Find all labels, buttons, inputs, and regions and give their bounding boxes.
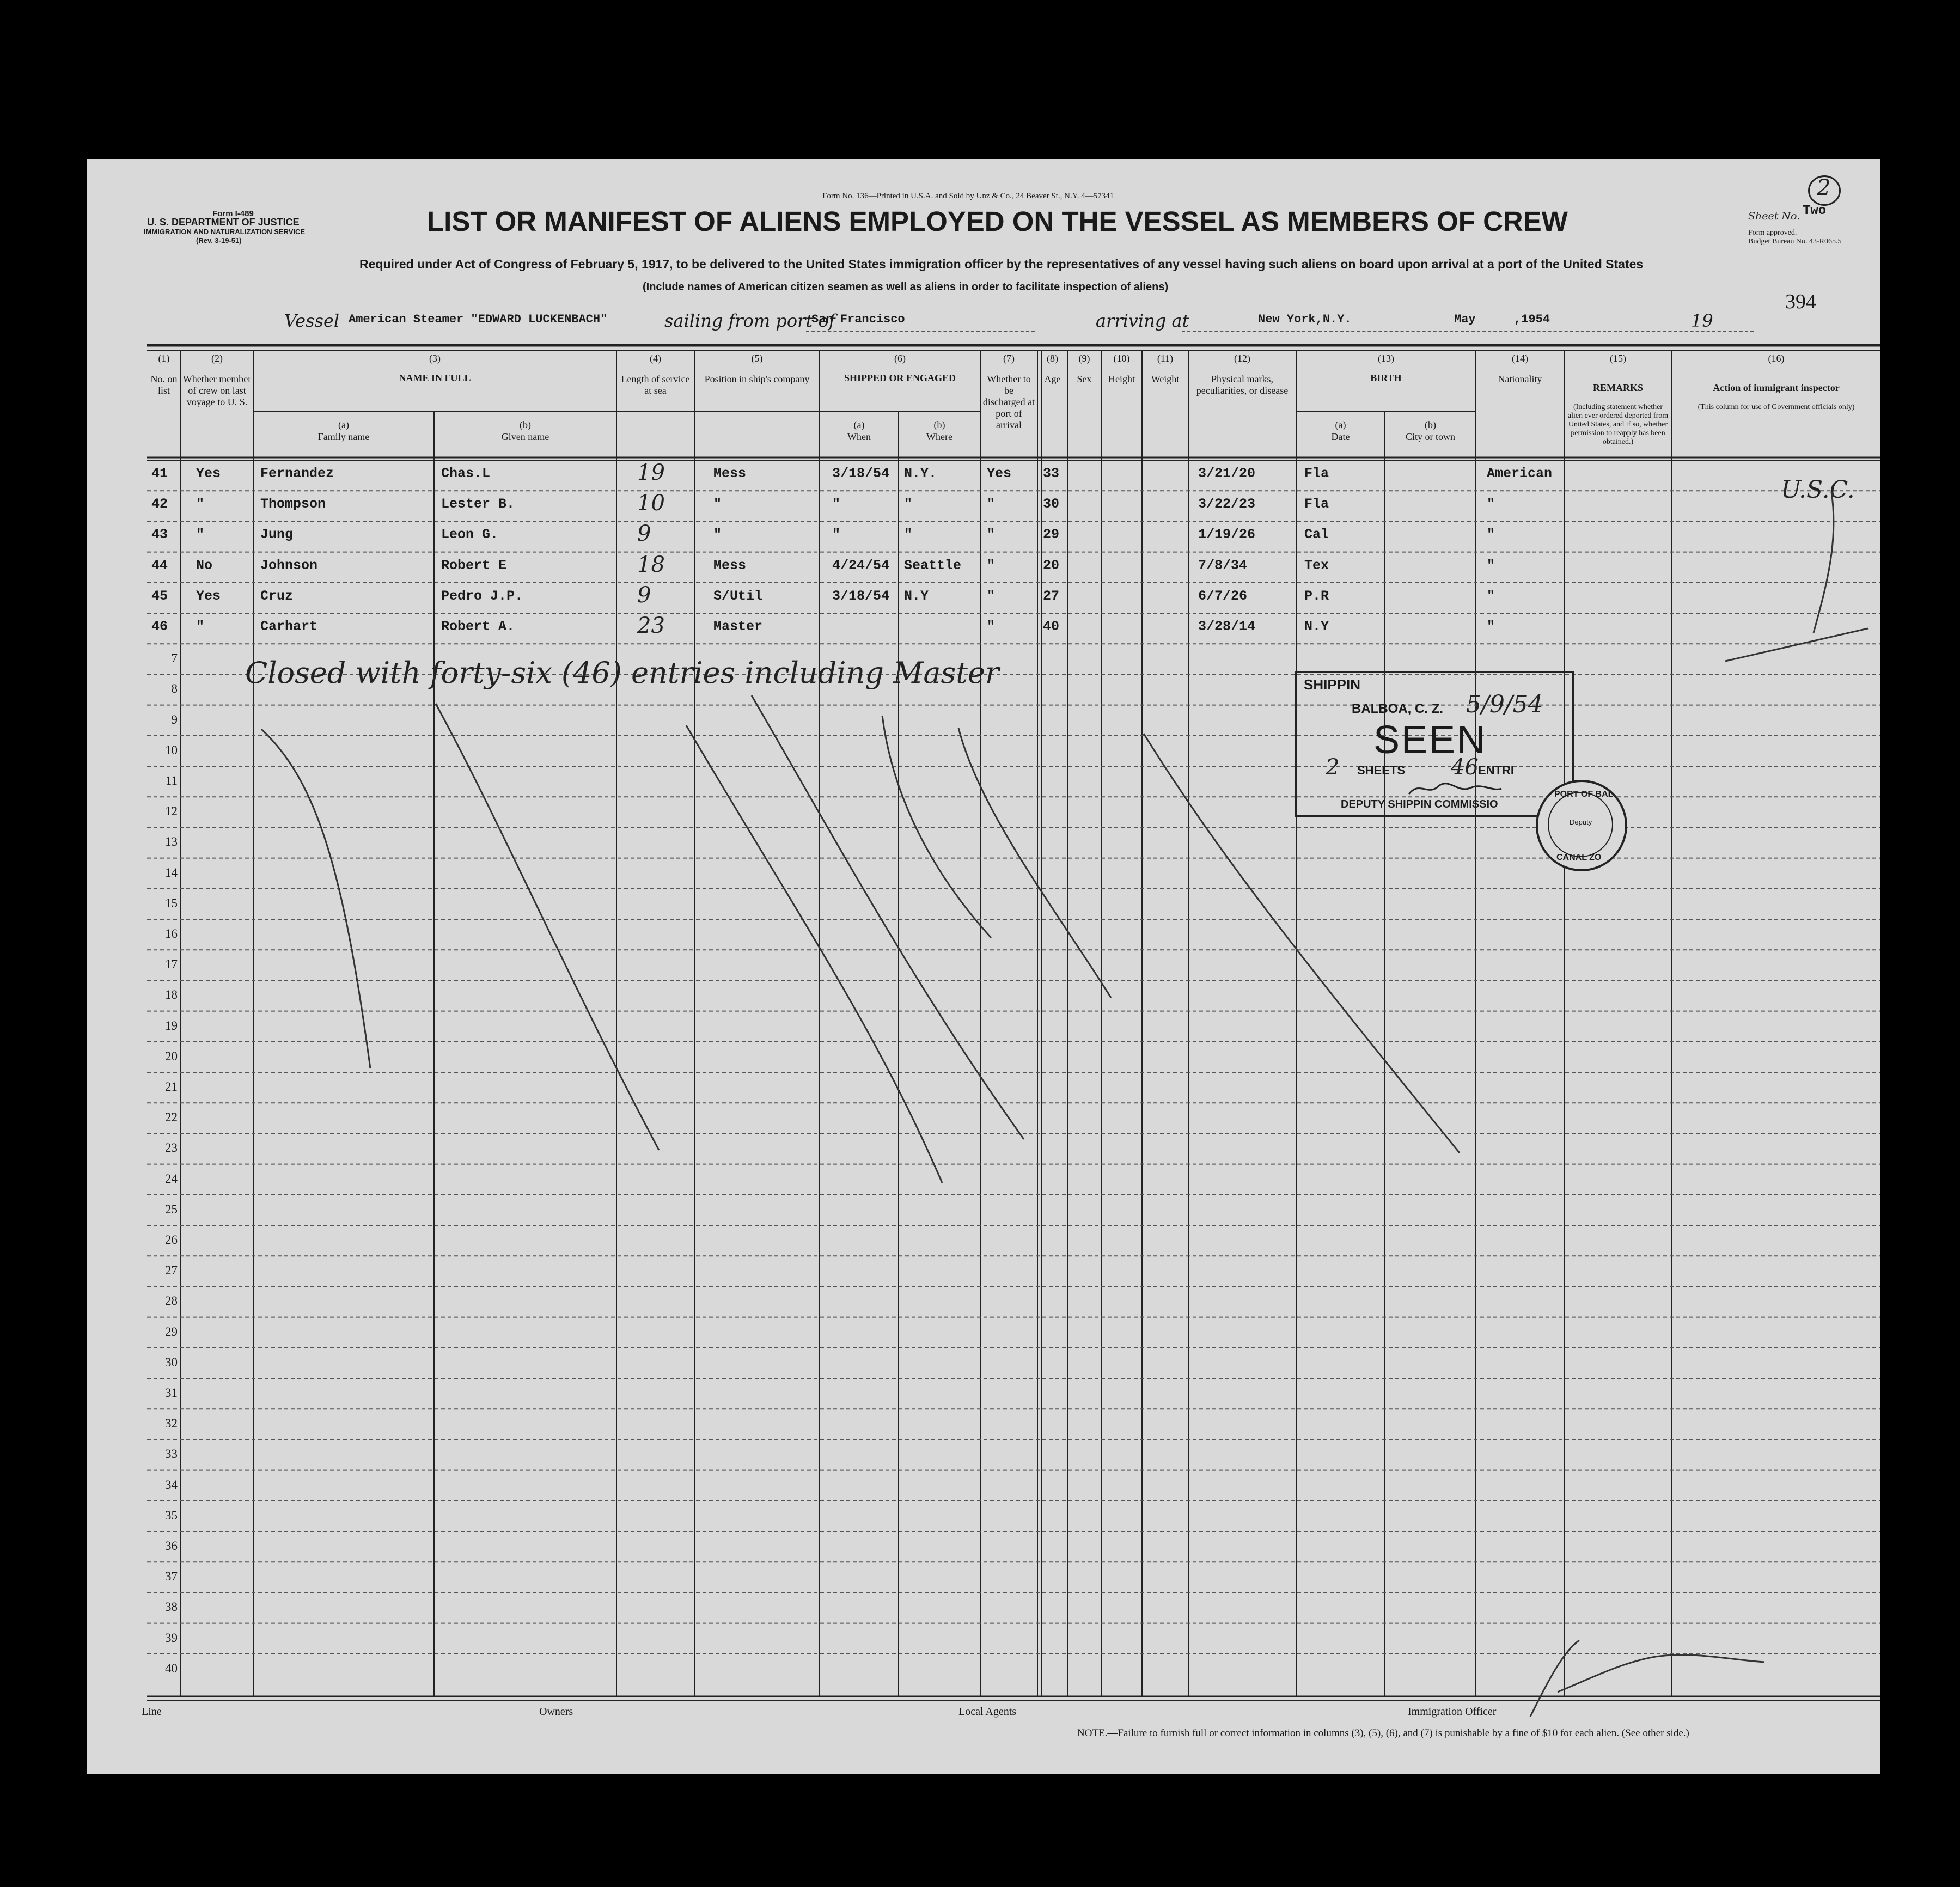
stamp-entries-value: 46 <box>1451 755 1479 780</box>
birth-city: P.R <box>1304 588 1329 604</box>
row-number: 40 <box>165 1661 178 1675</box>
column-number: (11) <box>1157 353 1174 364</box>
row-number: 39 <box>165 1630 178 1645</box>
column-number: (3) <box>429 353 441 364</box>
subcolumn-letter: (b) <box>933 419 945 430</box>
row-number: 34 <box>165 1477 178 1492</box>
position: " <box>713 527 722 543</box>
list-number: 46 <box>151 619 168 634</box>
list-number: 43 <box>151 527 168 543</box>
discharged-flag: " <box>987 496 996 512</box>
cancel-strokes <box>87 159 1880 1774</box>
subcolumn-letter: (a) <box>338 419 349 430</box>
family-name: Thompson <box>260 496 326 512</box>
shipped-where: " <box>904 496 913 512</box>
subcolumn-header: Date <box>1331 431 1350 442</box>
day-value: ,1954 <box>1514 313 1550 326</box>
discharged-flag: " <box>987 619 996 634</box>
stamp-sheets-label: SHEETS <box>1357 764 1406 777</box>
age: 33 <box>1043 466 1060 481</box>
position: S/Util <box>713 588 763 604</box>
service-length: 19 <box>637 460 665 485</box>
age: 20 <box>1043 557 1060 573</box>
department: U. S. DEPARTMENT OF JUSTICE <box>147 217 300 228</box>
column-number: (4) <box>650 353 661 364</box>
discharged-flag: " <box>987 588 996 604</box>
service-length: 9 <box>637 582 651 608</box>
row-number: 18 <box>165 988 178 1002</box>
column-number: (12) <box>1234 353 1250 364</box>
footer-officer: Immigration Officer <box>1408 1706 1497 1718</box>
birth-date: 1/19/26 <box>1198 527 1256 543</box>
row-number: 32 <box>165 1416 178 1431</box>
row-number: 12 <box>165 804 178 819</box>
column-header: Physical marks, peculiarities, or disease <box>1196 374 1289 396</box>
list-number: 44 <box>151 557 168 573</box>
sailing-label: sailing from port of <box>664 310 835 331</box>
footer-line: Line <box>142 1706 162 1718</box>
given-name: Robert E <box>441 557 507 573</box>
row-number: 21 <box>165 1080 178 1094</box>
crew-flag: " <box>196 619 205 634</box>
printer-line: Form No. 136—Printed in U.S.A. and Sold by Unz & Co., 24 Beaver St., N.Y. 4—57341 <box>822 192 1114 200</box>
discharged-flag: Yes <box>987 466 1012 481</box>
column-header: Height <box>1108 374 1135 384</box>
form-approved: Form approved. <box>1748 229 1797 237</box>
row-number: 29 <box>165 1324 178 1339</box>
row-number: 31 <box>165 1386 178 1400</box>
column-number: (5) <box>751 353 763 364</box>
subcolumn-letter: (b) <box>1425 419 1436 430</box>
column-number: (15) <box>1610 353 1626 364</box>
closing-note: Closed with forty-six (46) entries including Master <box>245 656 999 690</box>
age: 29 <box>1043 527 1060 543</box>
budget-number: Budget Bureau No. 43-R065.5 <box>1748 237 1842 246</box>
column-header: Whether member of crew on last voyage to U. S. <box>182 374 252 407</box>
row-number: 14 <box>165 865 178 880</box>
sheet-label: Sheet No. <box>1748 210 1800 222</box>
shipped-when: " <box>832 527 841 543</box>
column-number: (1) <box>158 353 170 364</box>
subcolumn-header: City or town <box>1405 431 1455 442</box>
row-number: 33 <box>165 1447 178 1461</box>
page-title: LIST OR MANIFEST OF ALIENS EMPLOYED ON THE VESSEL AS MEMBERS OF CREW <box>427 206 1568 237</box>
family-name: Johnson <box>260 557 318 573</box>
row-number: 15 <box>165 896 178 910</box>
age: 30 <box>1043 496 1060 512</box>
stamp-signature <box>1406 778 1504 799</box>
birth-date: 6/7/26 <box>1198 588 1248 604</box>
shipped-when: " <box>832 496 841 512</box>
shipped-where: N.Y <box>904 588 929 604</box>
page-number: 394 <box>1785 290 1816 313</box>
birth-city: Tex <box>1304 557 1329 573</box>
crew-flag: Yes <box>196 466 221 481</box>
shipped-where: N.Y. <box>904 466 937 481</box>
shipped-where: Seattle <box>904 557 962 573</box>
column-number: (7) <box>1003 353 1015 364</box>
given-name: Pedro J.P. <box>441 588 523 604</box>
seal-mid: Deputy <box>1570 818 1592 826</box>
service-length: 18 <box>637 552 665 577</box>
column-header: Age <box>1044 374 1061 384</box>
column-header: NAME IN FULL <box>399 372 471 383</box>
subcolumn-header: Given name <box>501 431 549 442</box>
discharged-flag: " <box>987 557 996 573</box>
birth-city: Fla <box>1304 496 1329 512</box>
service-length: 9 <box>637 521 651 547</box>
column-header: Nationality <box>1498 374 1542 384</box>
row-number: 16 <box>165 927 178 941</box>
revision: (Rev. 3-19-51) <box>196 236 242 245</box>
row-number: 20 <box>165 1049 178 1063</box>
arriving-label: arriving at <box>1096 310 1189 331</box>
service-length: 10 <box>637 491 665 516</box>
footer-agents: Local Agents <box>958 1706 1017 1718</box>
vessel-label: Vessel <box>284 310 340 331</box>
column-header: Length of service at sea <box>621 374 690 396</box>
subcolumn-header: Where <box>926 431 952 442</box>
position: " <box>713 496 722 512</box>
birth-city: Cal <box>1304 527 1329 543</box>
inspector-mark: U.S.C. <box>1781 476 1855 504</box>
row-number: 23 <box>165 1141 178 1155</box>
column-note: (This column for use of Government officials only) <box>1698 403 1855 411</box>
subcolumn-letter: (b) <box>520 419 531 430</box>
shipped-when: 4/24/54 <box>832 557 890 573</box>
subcolumn-header: When <box>847 431 871 442</box>
row-number: 27 <box>165 1263 178 1278</box>
column-number: (14) <box>1512 353 1528 364</box>
column-number: (8) <box>1047 353 1058 364</box>
shipped-when: 3/18/54 <box>832 588 890 604</box>
row-number: 36 <box>165 1539 178 1553</box>
list-number: 41 <box>151 466 168 481</box>
position: Mess <box>713 557 747 573</box>
service: IMMIGRATION AND NATURALIZATION SERVICE <box>144 228 306 236</box>
row-number: 8 <box>171 682 178 696</box>
footer-owners: Owners <box>539 1706 573 1718</box>
nationality: " <box>1487 557 1495 573</box>
subcolumn-header: Family name <box>317 431 370 442</box>
manifest-sheet <box>87 159 1880 1774</box>
column-note: (Including statement whether alien ever ordered deported from United States, and if so, whether permission to reapply has been obtained.) <box>1567 403 1669 446</box>
birth-date: 3/21/20 <box>1198 466 1256 481</box>
row-number: 9 <box>171 712 178 726</box>
given-name: Leon G. <box>441 527 499 543</box>
subtitle-2: (Include names of American citizen seamen as well as aliens in order to facilitate inspection of aliens) <box>643 281 1169 293</box>
row-number: 22 <box>165 1110 178 1125</box>
discharged-flag: " <box>987 527 996 543</box>
stamp-place: BALBOA, C. Z. <box>1352 701 1443 716</box>
row-number: 11 <box>165 774 178 787</box>
seen-stamp <box>1295 671 1574 817</box>
age: 27 <box>1043 588 1060 604</box>
nationality: " <box>1487 527 1495 543</box>
family-name: Cruz <box>260 588 294 604</box>
row-number: 37 <box>165 1570 178 1584</box>
crew-flag: No <box>196 557 213 573</box>
column-number: (2) <box>211 353 223 364</box>
subtitle: Required under Act of Congress of February 5, 1917, to be delivered to the United States immigration officer by the representatives of any vessel having such aliens on board upon arrival at a port of the United States <box>359 257 1644 271</box>
birth-date: 7/8/34 <box>1198 557 1248 573</box>
year-label: 19 <box>1691 310 1713 331</box>
family-name: Carhart <box>260 619 318 634</box>
age: 40 <box>1043 619 1060 634</box>
family-name: Fernandez <box>260 466 334 481</box>
sheet-value: Two <box>1803 204 1827 218</box>
nationality: " <box>1487 588 1495 604</box>
row-number: 24 <box>165 1171 178 1186</box>
nationality: " <box>1487 496 1495 512</box>
column-header: Weight <box>1151 374 1180 384</box>
nationality: " <box>1487 619 1495 634</box>
given-name: Lester B. <box>441 496 515 512</box>
vessel-value: American Steamer "EDWARD LUCKENBACH" <box>349 313 608 326</box>
service-length: 23 <box>637 613 665 638</box>
birth-date: 3/28/14 <box>1198 619 1256 634</box>
family-name: Jung <box>260 527 294 543</box>
column-number: (9) <box>1078 353 1090 364</box>
stamp-entries-label: ENTRI <box>1478 764 1514 777</box>
row-number: 17 <box>165 957 178 972</box>
footer-note: NOTE.—Failure to furnish full or correct information in columns (3), (5), (6), and (7) is punishable by a fine of $10 for each alien. (See other side.) <box>1077 1727 1689 1739</box>
column-header: REMARKS <box>1592 382 1643 393</box>
arriving-value: New York,N.Y. <box>1258 313 1352 326</box>
column-number: (10) <box>1113 353 1130 364</box>
list-number: 42 <box>151 496 168 512</box>
subcolumn-letter: (a) <box>1335 419 1346 430</box>
row-number: 26 <box>165 1233 178 1247</box>
stamp-seen: SEEN <box>1373 718 1487 762</box>
column-header: Whether to be discharged at port of arrival <box>982 374 1035 430</box>
row-number: 10 <box>165 743 178 757</box>
row-number: 19 <box>165 1018 178 1033</box>
row-number: 35 <box>165 1508 178 1522</box>
row-number: 30 <box>165 1355 178 1369</box>
row-number: 7 <box>171 651 178 665</box>
column-number: (13) <box>1378 353 1394 364</box>
given-name: Chas.L <box>441 466 491 481</box>
column-header: Position in ship's company <box>704 374 810 384</box>
row-number: 13 <box>165 835 178 849</box>
stamp-header: SHIPPIN <box>1304 676 1361 693</box>
position: Mess <box>713 466 747 481</box>
column-header: BIRTH <box>1370 372 1402 383</box>
position: Master <box>713 619 763 634</box>
stamp-sheets-value: 2 <box>1326 755 1340 780</box>
crew-flag: " <box>196 496 205 512</box>
nationality: American <box>1487 466 1553 481</box>
list-number: 45 <box>151 588 168 604</box>
row-number: 25 <box>165 1202 178 1216</box>
form-id: Form I-489 <box>212 209 254 218</box>
month-value: May <box>1454 313 1476 326</box>
subcolumn-letter: (a) <box>853 419 865 430</box>
column-number: (16) <box>1768 353 1785 364</box>
crew-flag: " <box>196 527 205 543</box>
shipped-where: " <box>904 527 913 543</box>
column-number: (6) <box>894 353 906 364</box>
column-header: No. on list <box>150 374 178 396</box>
column-header: Sex <box>1077 374 1092 384</box>
port-seal <box>1536 780 1627 871</box>
column-header: SHIPPED OR ENGAGED <box>844 372 956 383</box>
crew-flag: Yes <box>196 588 221 604</box>
stamp-date: 5/9/54 <box>1466 691 1543 718</box>
birth-city: Fla <box>1304 466 1329 481</box>
row-number: 38 <box>165 1600 178 1614</box>
birth-city: N.Y <box>1304 619 1329 634</box>
shipped-when: 3/18/54 <box>832 466 890 481</box>
stamp-footer: DEPUTY SHIPPIN COMMISSIO <box>1341 798 1498 810</box>
seal-top: PORT OF BAL <box>1554 790 1614 799</box>
seal-bottom: CANAL ZO <box>1556 853 1602 862</box>
birth-date: 3/22/23 <box>1198 496 1256 512</box>
sailing-value: San Francisco <box>811 313 905 326</box>
row-number: 28 <box>165 1294 178 1308</box>
given-name: Robert A. <box>441 619 515 634</box>
sheet-circle-number: 2 <box>1817 175 1831 200</box>
column-header: Action of immigrant inspector <box>1713 382 1840 393</box>
